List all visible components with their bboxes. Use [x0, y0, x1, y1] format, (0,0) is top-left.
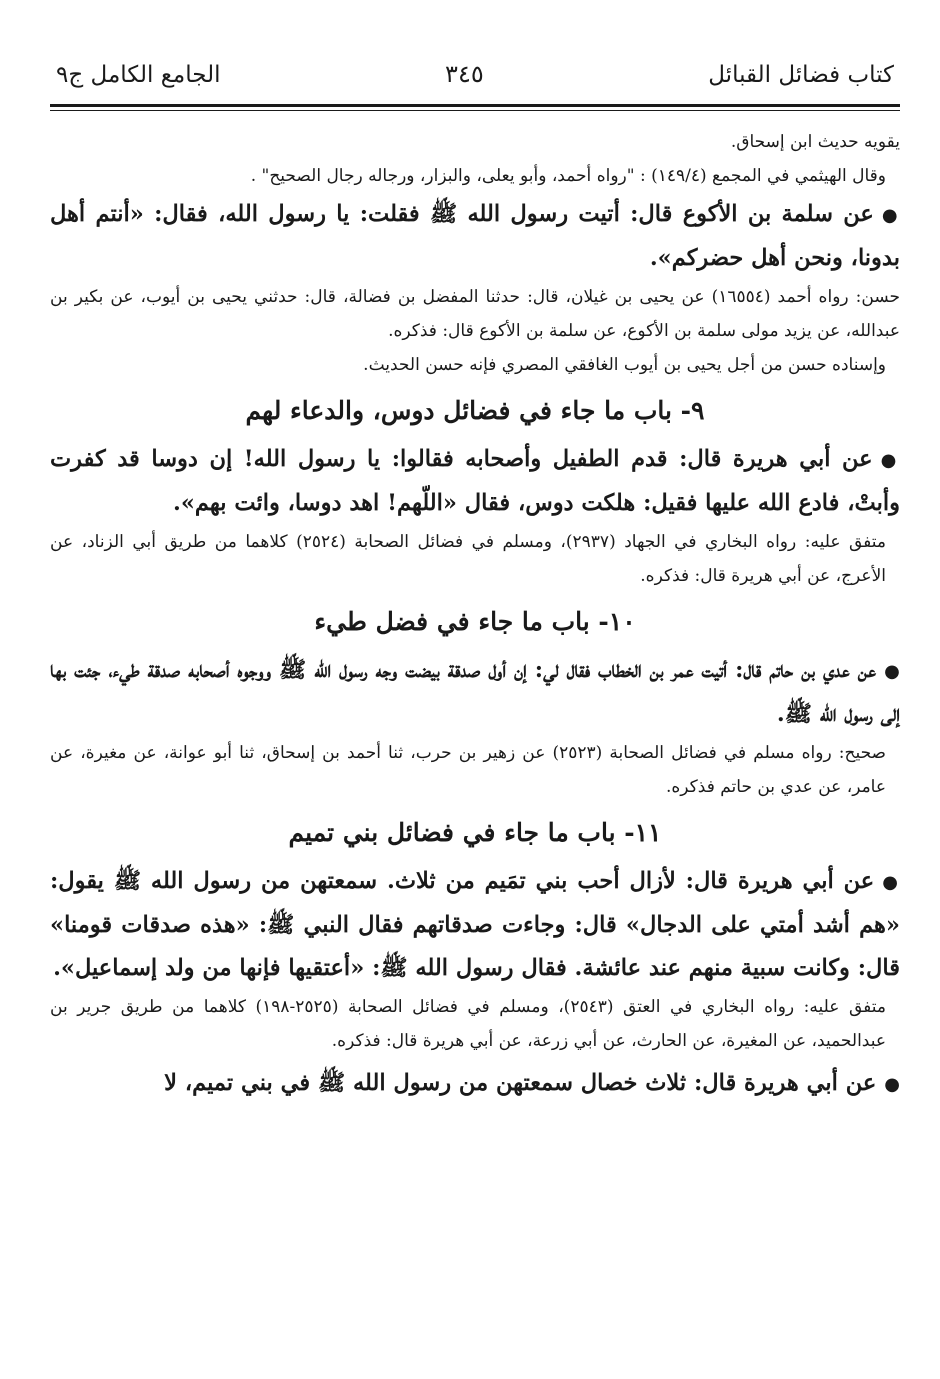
hadith-paragraph — [50, 438, 900, 525]
hadith-text: عن سلمة بن الأكوع قال: أتيت رسول الله ﷺ فقلت: يا رسول الله، فقال: «أنتم أهل بدونا، ونحن أهل حضركم». — [50, 201, 900, 271]
chapter-heading: ٩- باب ما جاء في فضائل دوس، والدعاء لهم — [245, 396, 705, 425]
bullet-icon: ● — [882, 872, 900, 893]
bullet-icon: ● — [884, 1074, 900, 1095]
page-number: ٣٤٥ — [445, 60, 484, 88]
commentary-paragraph: حسن: رواه أحمد (١٦٥٥٤) عن يحيى بن غيلان، قال: حدثنا المفضل بن فضالة، قال: حدثني يحيى بن أيوب، عن بكير بن عبدالله، عن يزيد مولى سلمة بن الأكوع، عن سلمة بن الأكوع قال: فذكره. — [50, 287, 900, 341]
bullet-icon: ● — [880, 450, 900, 471]
commentary-paragraph: متفق عليه: رواه البخاري في العتق (٢٥٤٣)، ومسلم في فضائل الصحابة (٢٥٢٥-١٩٨) كلاهما من طريق جرير بن عبدالحميد، عن المغيرة، عن الحارث، عن أبي زرعة، عن أبي هريرة قال: فذكره. — [50, 997, 886, 1051]
book-title: كتاب فضائل القبائل — [708, 62, 894, 88]
header-rule-thin — [50, 110, 900, 111]
bullet-icon: ● — [884, 661, 900, 682]
header-rule-thick — [50, 104, 900, 107]
series-title: الجامع الكامل ج٩ — [56, 62, 221, 88]
hadith-text: عن أبي هريرة قال: لأزال أحب بني تمَيم من ثلاث. سمعتهن من رسول الله ﷺ يقول: «هم أشد أمتي على الدجال» قال: وجاءت صدقاتهم فقال النبي ﷺ: «هذه صدقات قومنا» قال: وكانت سبية منهم عند عائشة. فقال رسول الله ﷺ: «أعتقيها فإنها من ولد إسماعيل». — [50, 868, 900, 981]
hadith-text: عن أبي هريرة قال: ثلاث خصال سمعتهن من رسول الله ﷺ في بني تميم، لا — [164, 1070, 877, 1096]
book-page — [50, 60, 900, 1106]
hadith-paragraph — [50, 649, 900, 736]
chapter-heading: ١١- باب ما جاء في فضائل بني تميم — [288, 818, 662, 847]
hadith-text: عن عدي بن حاتم قال: أتيت عمر بن الخطاب فقال لي: إن أول صدقة بيضت وجه رسول الله ﷺ ووجوه أصحابه صدقة طيء، جئت بها إلى رسول الله ﷺ. — [50, 657, 900, 727]
hadith-paragraph — [50, 193, 900, 280]
chapter-heading: ١٠- باب ما جاء في فضل طيء — [314, 607, 636, 636]
commentary-paragraph: وإسناده حسن من أجل يحيى بن أيوب الغافقي المصري فإنه حسن الحديث. — [363, 355, 886, 375]
commentary-paragraph: صحيح: رواه مسلم في فضائل الصحابة (٢٥٢٣) عن زهير بن حرب، ثنا أحمد بن إسحاق، ثنا أبو عوانة، عن مغيرة، عن عامر، عن عدي بن حاتم فذكره. — [50, 743, 886, 797]
commentary-paragraph: وقال الهيثمي في المجمع (١٤٩/٤) : "رواه أحمد، وأبو يعلى، والبزار، ورجاله رجال الصحيح" . — [250, 166, 886, 186]
commentary-paragraph: متفق عليه: رواه البخاري في الجهاد (٢٩٣٧)، ومسلم في فضائل الصحابة (٢٥٢٤) كلاهما من طريق أبي الزناد، عن الأعرج، عن أبي هريرة قال: فذكره. — [50, 532, 886, 586]
commentary-paragraph: يقويه حديث ابن إسحاق. — [730, 132, 900, 152]
bullet-icon: ● — [881, 205, 900, 226]
hadith-text: عن أبي هريرة قال: قدم الطفيل وأصحابه فقالوا: يا رسول الله! إن دوسا قد كفرت وأبتْ، فادع الله عليها فقيل: هلكت دوس، فقال «اللّهم! اهد دوسا، وائت بهم». — [50, 446, 900, 516]
running-header — [50, 60, 900, 96]
hadith-paragraph — [50, 1062, 900, 1106]
hadith-paragraph — [50, 860, 900, 990]
